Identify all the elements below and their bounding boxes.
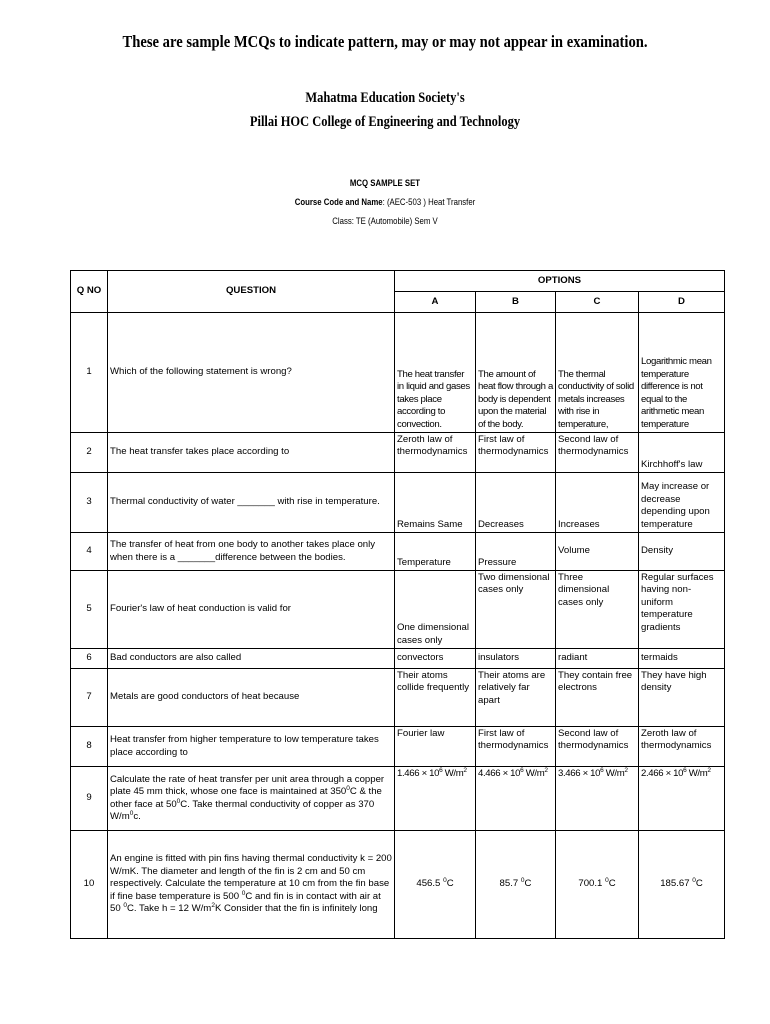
society-name: Mahatma Education Society's bbox=[305, 90, 465, 106]
question-text: Metals are good conductors of heat because bbox=[108, 669, 395, 727]
question-text: Which of the following statement is wrong? bbox=[108, 313, 395, 433]
option-c: Volume bbox=[556, 533, 639, 571]
set-title: MCQ SAMPLE SET bbox=[349, 178, 421, 189]
header-option-d: D bbox=[639, 292, 725, 313]
option-c: The thermal conductivity of solid metals increases with rise in temperature, bbox=[556, 313, 639, 433]
header-option-c: C bbox=[556, 292, 639, 313]
question-number: 10 bbox=[71, 831, 108, 939]
option-b: Pressure bbox=[476, 533, 556, 571]
table-row bbox=[71, 831, 725, 939]
option-a: 456.5 $^0$C bbox=[395, 831, 476, 939]
question-number: 3 bbox=[71, 473, 108, 533]
question-number: 2 bbox=[71, 433, 108, 473]
disclaimer-title: These are sample MCQs to indicate pattern, may or may not appear in examination. bbox=[122, 32, 648, 51]
header-question: QUESTION bbox=[108, 271, 395, 313]
table-row bbox=[71, 669, 725, 727]
option-b: Two dimensional cases only bbox=[476, 571, 556, 649]
option-c: Three dimensional cases only bbox=[556, 571, 639, 649]
option-d: 185.67 $^0$C bbox=[639, 831, 725, 939]
table-row bbox=[71, 571, 725, 649]
option-a: Fourier law bbox=[395, 727, 476, 767]
option-d: Density bbox=[639, 533, 725, 571]
option-c: Second law of thermodynamics bbox=[556, 727, 639, 767]
header-option-b: B bbox=[476, 292, 556, 313]
table-row bbox=[71, 649, 725, 669]
option-b: First law of thermodynamics bbox=[476, 433, 556, 473]
option-b: Their atoms are relatively far apart bbox=[476, 669, 556, 727]
option-d: They have high density bbox=[639, 669, 725, 727]
course-label: Course Code and Name bbox=[294, 197, 383, 208]
option-c: They contain free electrons bbox=[556, 669, 639, 727]
option-d: Zeroth law of thermodynamics bbox=[639, 727, 725, 767]
option-a: One dimensional cases only bbox=[395, 571, 476, 649]
question-text: The heat transfer takes place according to bbox=[108, 433, 395, 473]
option-b: $4.466 \times 10^6$ $W/m^2$ bbox=[476, 767, 556, 831]
option-c: $3.466 \times 10^6$ $W/m^2$ bbox=[556, 767, 639, 831]
header-option-a: A bbox=[395, 292, 476, 313]
question-number: 4 bbox=[71, 533, 108, 571]
table-row bbox=[71, 767, 725, 831]
option-d: termaids bbox=[639, 649, 725, 669]
option-b: The amount of heat flow through a body is dependent upon the material of the body. bbox=[476, 313, 556, 433]
question-text: An engine is fitted with pin fins having thermal conductivity k = 200 W/mK. The diameter and length of the fin is 2 cm and 50 cm respectively. Calculate the temperature at 10 cm from the fin base if fine base temperature is 500 $^0$C and fin is in contact with air at 50 $^0$C. Take h = 12 $W/m^2K$ Consider that the fin is infinitely long bbox=[108, 831, 395, 939]
question-text: Bad conductors are also called bbox=[108, 649, 395, 669]
option-a: Zeroth law of thermodynamics bbox=[395, 433, 476, 473]
option-b: insulators bbox=[476, 649, 556, 669]
class-line: Class: TE (Automobile) Sem V bbox=[332, 216, 438, 227]
option-d: Kirchhoff's law bbox=[639, 433, 725, 473]
question-number: 1 bbox=[71, 313, 108, 433]
question-text: The transfer of heat from one body to another takes place only when there is a _______difference between the bodies. bbox=[108, 533, 395, 571]
header-options: OPTIONS bbox=[395, 271, 725, 292]
table-row bbox=[71, 433, 725, 473]
option-d: May increase or decrease depending upon temperature bbox=[639, 473, 725, 533]
question-text: Calculate the rate of heat transfer per unit area through a copper plate 45 mm thick, whose one face is maintained at $350^0C$ & the other face at $50^0C$. Take thermal conductivity of copper as 370 $W/m^0c$. bbox=[108, 767, 395, 831]
question-number: 9 bbox=[71, 767, 108, 831]
table-row bbox=[71, 313, 725, 433]
option-d: Regular surfaces having non-uniform temperature gradients bbox=[639, 571, 725, 649]
question-number: 8 bbox=[71, 727, 108, 767]
option-b: First law of thermodynamics bbox=[476, 727, 556, 767]
option-d: $2.466 \times 10^6$ $W/m^2$ bbox=[639, 767, 725, 831]
option-c: Increases bbox=[556, 473, 639, 533]
question-text: Thermal conductivity of water _______ with rise in temperature. bbox=[108, 473, 395, 533]
question-number: 6 bbox=[71, 649, 108, 669]
mcq-table bbox=[70, 270, 725, 939]
question-text: Heat transfer from higher temperature to low temperature takes place according to bbox=[108, 727, 395, 767]
option-a: Remains Same bbox=[395, 473, 476, 533]
course-value: : (AEC-503 ) Heat Transfer bbox=[382, 197, 476, 208]
question-number: 5 bbox=[71, 571, 108, 649]
table-row bbox=[71, 473, 725, 533]
option-a: Their atoms collide frequently bbox=[395, 669, 476, 727]
option-a: The heat transfer in liquid and gases takes place according to convection. bbox=[395, 313, 476, 433]
table-row bbox=[71, 533, 725, 571]
table-row bbox=[71, 727, 725, 767]
option-c: radiant bbox=[556, 649, 639, 669]
course-line bbox=[69, 197, 700, 208]
option-c: Second law of thermodynamics bbox=[556, 433, 639, 473]
option-d: Logarithmic mean temperature difference is not equal to the arithmetic mean temperature bbox=[639, 313, 725, 433]
option-b: 85.7 $^0$C bbox=[476, 831, 556, 939]
option-b: Decreases bbox=[476, 473, 556, 533]
option-a: $1.466 \times 10^6$ $W/m^2$ bbox=[395, 767, 476, 831]
option-a: convectors bbox=[395, 649, 476, 669]
option-a: Temperature bbox=[395, 533, 476, 571]
question-number: 7 bbox=[71, 669, 108, 727]
option-c: 700.1 $^0$C bbox=[556, 831, 639, 939]
header-qno: Q NO bbox=[71, 271, 108, 313]
college-name: Pillai HOC College of Engineering and Technology bbox=[249, 114, 521, 130]
question-text: Fourier's law of heat conduction is valid for bbox=[108, 571, 395, 649]
